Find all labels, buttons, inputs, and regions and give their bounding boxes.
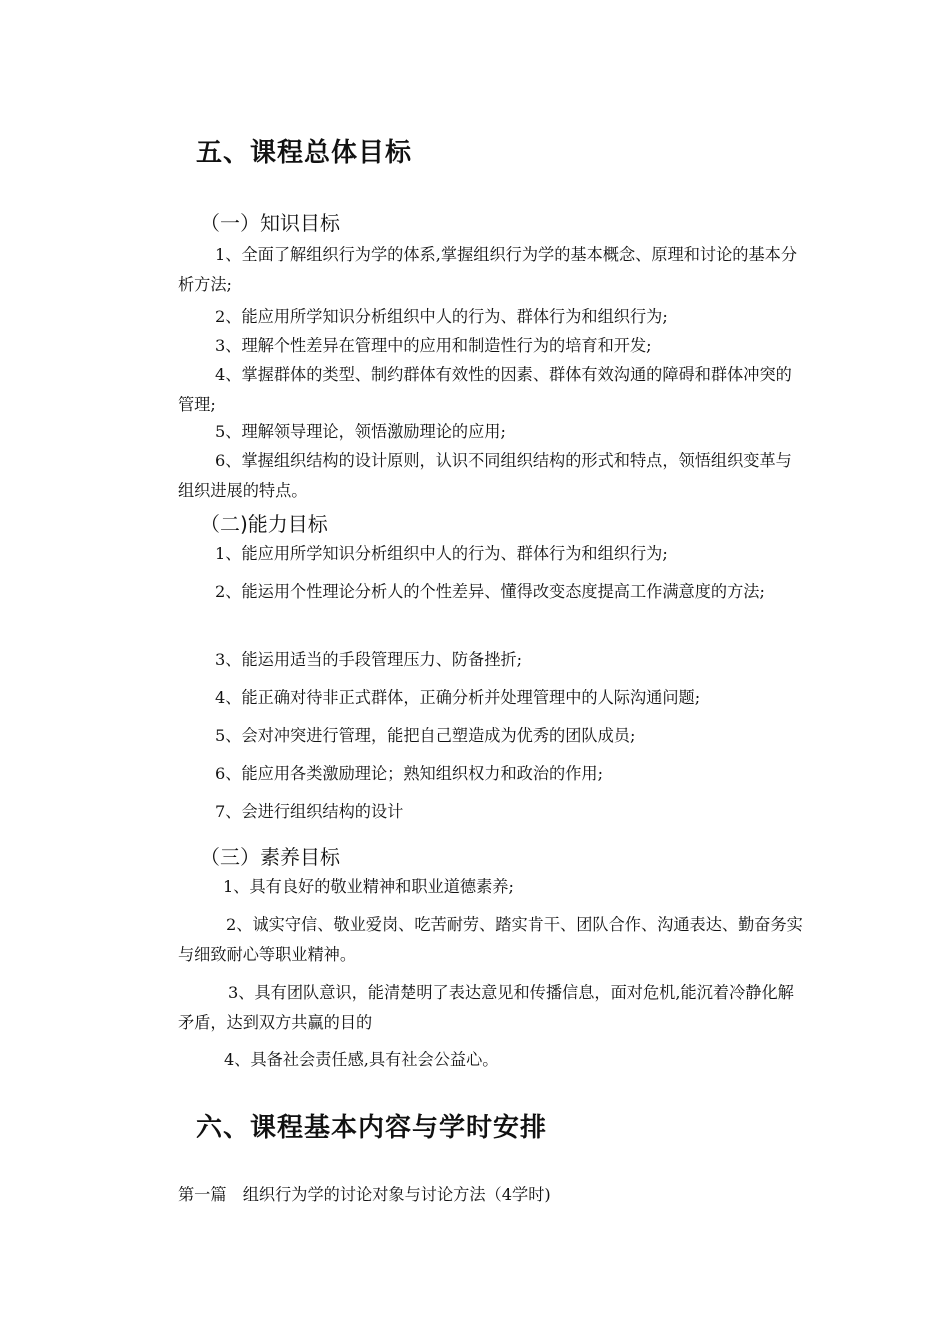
knowledge-item-6: 6、掌握组织结构的设计原则，认识不同组织结构的形式和特点，领悟组织变革与组织进展的特点。 [178, 451, 792, 500]
ability-item-5: 5、会对冲突进行管理，能把自己塑造成为优秀的团队成员; [215, 726, 636, 745]
ability-item-4: 4、能正确对待非正式群体，正确分析并处理管理中的人际沟通问题; [215, 688, 701, 707]
knowledge-item-4: 4、掌握群体的类型、制约群体有效性的因素、群体有效沟通的障碍和群体冲突的管理; [178, 365, 792, 414]
ability-item-3: 3、能运用适当的手段管理压力、防备挫折; [215, 650, 523, 669]
knowledge-item-2: 2、能应用所学知识分析组织中人的行为、群体行为和组织行为; [215, 307, 668, 326]
ability-item-2: 2、能运用个性理论分析人的个性差异、懂得改变态度提高工作满意度的方法; [215, 582, 765, 601]
quality-item-4: 4、具备社会责任感,具有社会公益心。 [224, 1050, 499, 1069]
knowledge-item-5: 5、理解领导理论，领悟激励理论的应用; [215, 422, 506, 441]
ability-item-6: 6、能应用各类激励理论；熟知组织权力和政治的作用; [215, 764, 604, 783]
section-5-title: 五、课程总体目标 [196, 138, 413, 168]
quality-item-2: 2、诚实守信、敬业爱岗、吃苦耐劳、踏实肯干、团队合作、沟通表达、勤奋务实与细致耐心等职业精神。 [178, 915, 803, 964]
ability-heading: （二)能力目标 [200, 512, 328, 536]
chapter-1-line: 第一篇 组织行为学的讨论对象与讨论方法（4学时) [178, 1185, 551, 1204]
quality-item-3: 3、具有团队意识，能清楚明了表达意见和传播信息，面对危机,能沉着冷静化解矛盾，达到双方共赢的目的 [178, 983, 794, 1032]
quality-heading: （三）素养目标 [200, 845, 340, 869]
ability-item-1: 1、能应用所学知识分析组织中人的行为、群体行为和组织行为; [215, 544, 668, 563]
knowledge-item-3: 3、理解个性差异在管理中的应用和制造性行为的培育和开发; [215, 336, 652, 355]
knowledge-heading: （一）知识目标 [200, 211, 340, 235]
ability-item-7: 7、会进行组织结构的设计 [215, 802, 404, 821]
section-6-title: 六、课程基本内容与学时安排 [196, 1113, 548, 1143]
knowledge-item-1: 1、全面了解组织行为学的体系,掌握组织行为学的基本概念、原理和讨论的基本分析方法; [178, 245, 798, 294]
quality-item-1: 1、具有良好的敬业精神和职业道德素养; [223, 877, 514, 896]
